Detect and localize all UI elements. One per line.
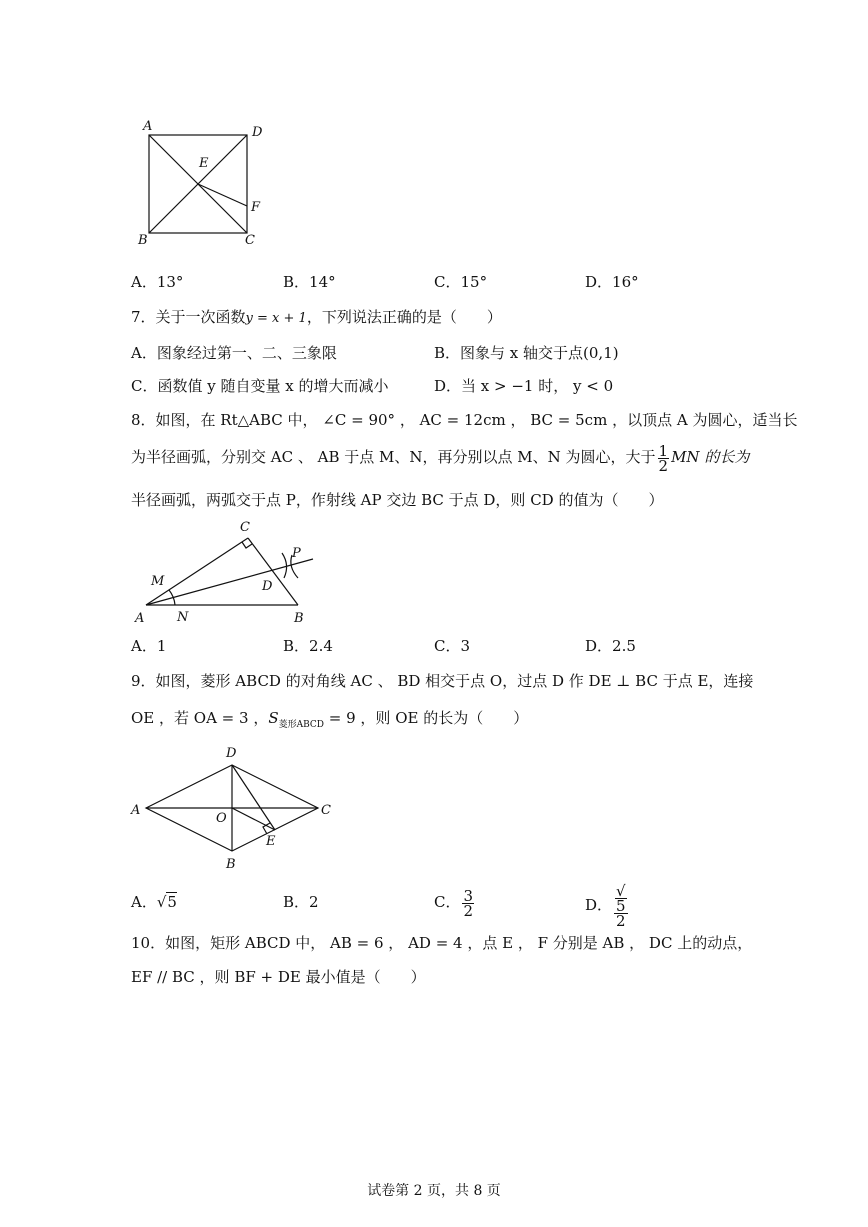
q8-label-c: C — [240, 520, 250, 535]
q9-label-e: E — [266, 834, 276, 849]
q6-square-figure — [135, 118, 275, 248]
q8-label-m: M — [151, 574, 165, 589]
q8-stem-line2: 为半径画弧，分别交 AC 、 AB 于点 M、N，再分别以点 M、N 为圆心，大于 $\frac{1}{2}$ MN 的长为 — [131, 441, 750, 475]
q6-option-c[interactable]: C．15° — [434, 273, 488, 291]
q6-label-a: A — [143, 119, 153, 134]
q9-label-b: B — [226, 857, 236, 872]
q9-option-b[interactable]: B．2 — [283, 893, 319, 911]
q6-option-b[interactable]: B．14° — [283, 273, 336, 291]
q10-stem-line1: 10．如图，矩形 ABCD 中， AB = 6 ， AD = 4 ，点 E ， F 分别是 AB ， DC 上的动点， — [131, 934, 753, 952]
q6-option-a[interactable]: A．13° — [131, 273, 184, 291]
q8-label-p: P — [292, 546, 301, 561]
q8-stem-line3: 半径画弧，两弧交于点 P，作射线 AP 交边 BC 于点 D，则 CD 的值为（ ） — [131, 491, 664, 509]
q8-option-c[interactable]: C．3 — [434, 637, 471, 655]
q8-label-n: N — [177, 610, 189, 625]
q7-option-a[interactable]: A．图象经过第一、二、三象限 — [131, 344, 337, 362]
q8-option-b[interactable]: B．2.4 — [283, 637, 333, 655]
q9-option-d[interactable]: D． √ 5 2 — [585, 882, 626, 930]
q7-option-d[interactable]: D．当 x > −1 时， y < 0 — [434, 377, 614, 395]
q8-option-a[interactable]: A．1 — [131, 637, 167, 655]
q10-stem-line2: EF // BC ，则 BF + DE 最小值是（ ） — [131, 968, 426, 986]
page-footer: 试卷第 2 页，共 8 页 — [367, 1183, 501, 1199]
q8-label-d: D — [262, 579, 273, 594]
q8-stem-line1: 8．如图，在 Rt△ABC 中， ∠C = 90° ， AC = 12cm ， BC = 5cm ，以顶点 A 为圆心，适当长 — [131, 411, 798, 429]
q6-label-b: B — [138, 233, 148, 248]
q9-stem-line1: 9．如图，菱形 ABCD 的对角线 AC 、 BD 相交于点 O，过点 D 作 DE ⊥ BC 于点 E，连接 — [131, 672, 754, 690]
q9-label-d: D — [226, 746, 237, 761]
q8-label-a: A — [135, 611, 145, 626]
q9-stem-line2: OE ，若 OA = 3 ，$S_{菱形ABCD} = 9$ ，则 OE 的长为（ ） — [131, 709, 529, 730]
q8-fraction: $\frac{1}{2}$ — [658, 441, 669, 475]
q6-label-e: E — [199, 156, 209, 171]
q6-label-d: D — [252, 125, 263, 140]
q6-label-f: F — [251, 200, 261, 215]
q8-triangle-figure — [130, 515, 330, 627]
q9-option-c[interactable]: C． $\frac{3}{2}$ — [434, 886, 474, 920]
q7-option-c[interactable]: C．函数值 y 随自变量 x 的增大而减小 — [131, 377, 389, 395]
q7-option-b[interactable]: B．图象与 x 轴交于点(0,1) — [434, 344, 619, 362]
q9-label-a: A — [131, 803, 141, 818]
q9-rhombus-figure — [128, 742, 338, 872]
q9-label-o: O — [216, 811, 227, 826]
q6-label-c: C — [245, 233, 255, 248]
q7-stem: 7．关于一次函数y = x + 1，下列说法正确的是（ ） — [131, 308, 502, 326]
q8-label-b: B — [294, 611, 304, 626]
q6-option-d[interactable]: D．16° — [585, 273, 639, 291]
q9-label-c: C — [321, 803, 331, 818]
q9-option-a[interactable]: A．√5 — [131, 893, 177, 911]
q8-option-d[interactable]: D．2.5 — [585, 637, 636, 655]
